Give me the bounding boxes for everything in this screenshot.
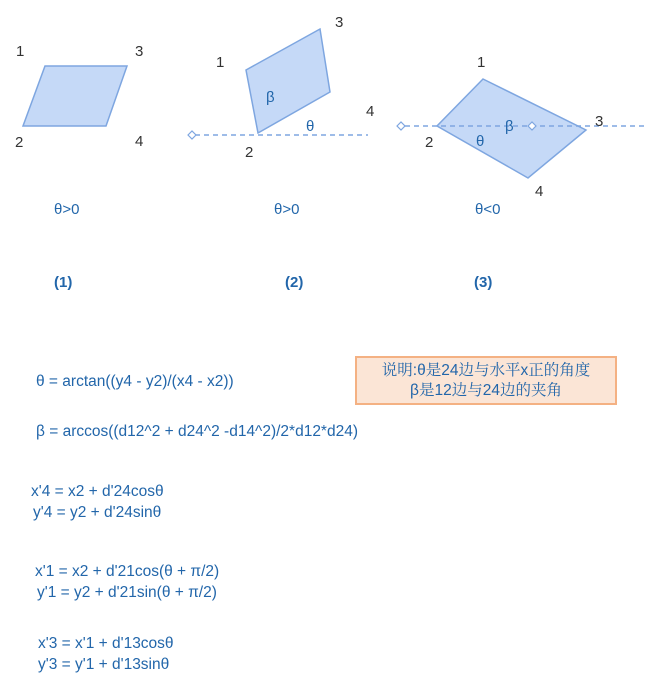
- fig2-caption: (2): [285, 274, 304, 291]
- fig2-condition-label: θ>0: [274, 201, 300, 218]
- fig2-rotated-quadrilateral: [246, 29, 330, 133]
- fig2-theta-angle-label: θ: [306, 118, 315, 135]
- fig3-condition-label: θ<0: [475, 201, 501, 218]
- fig1-vertex-1-label: 1: [16, 43, 25, 60]
- theta-formula: θ = arctan((y4 - y2)/(x4 - x2)): [36, 373, 234, 390]
- fig2-vertex-1-label: 1: [216, 54, 225, 71]
- beta-formula: β = arccos((d12^2 + d24^2 -d14^2)/2*d12*d24): [36, 423, 358, 440]
- x4-formula: x'4 = x2 + d'24cosθ: [31, 483, 164, 500]
- y1-formula: y'1 = y2 + d'21sin(θ + π/2): [37, 584, 217, 601]
- fig1-parallelogram: [23, 66, 127, 126]
- x1-formula: x'1 = x2 + d'21cos(θ + π/2): [35, 563, 220, 580]
- fig2-vertex-3-label: 3: [335, 14, 344, 31]
- fig1-vertex-2-label: 2: [15, 134, 24, 151]
- explanation-note-line-1: 说明:θ是24边与水平x正的角度: [381, 362, 591, 379]
- explanation-note: [355, 356, 617, 405]
- fig2-beta-angle-label: β: [266, 89, 275, 106]
- fig3-vertex-1-label: 1: [477, 54, 486, 71]
- fig1-caption: (1): [54, 274, 73, 291]
- fig1-vertex-4-label: 4: [135, 133, 144, 150]
- y4-formula: y'4 = y2 + d'24sinθ: [33, 504, 162, 521]
- fig1-vertex-3-label: 3: [135, 43, 144, 60]
- x3-formula: x'3 = x'1 + d'13cosθ: [38, 635, 174, 652]
- fig3-beta-angle-label: β: [505, 118, 514, 135]
- fig3-vertex-3-label: 3: [595, 113, 604, 130]
- fig2-dashed-line-diamond-marker: [188, 131, 196, 139]
- fig2-vertex-4-label: 4: [366, 103, 375, 120]
- fig1-condition-label: θ>0: [54, 201, 80, 218]
- fig2-vertex-2-label: 2: [245, 144, 254, 161]
- fig3-left-diamond-marker: [397, 122, 405, 130]
- fig3-vertex-4-label: 4: [535, 183, 544, 200]
- fig3-vertex-2-label: 2: [425, 134, 434, 151]
- y3-formula: y'3 = y'1 + d'13sinθ: [38, 656, 170, 673]
- fig3-caption: (3): [474, 274, 493, 291]
- explanation-note-line-2: β是12边与24边的夹角: [410, 382, 562, 399]
- fig3-theta-angle-label: θ: [476, 133, 485, 150]
